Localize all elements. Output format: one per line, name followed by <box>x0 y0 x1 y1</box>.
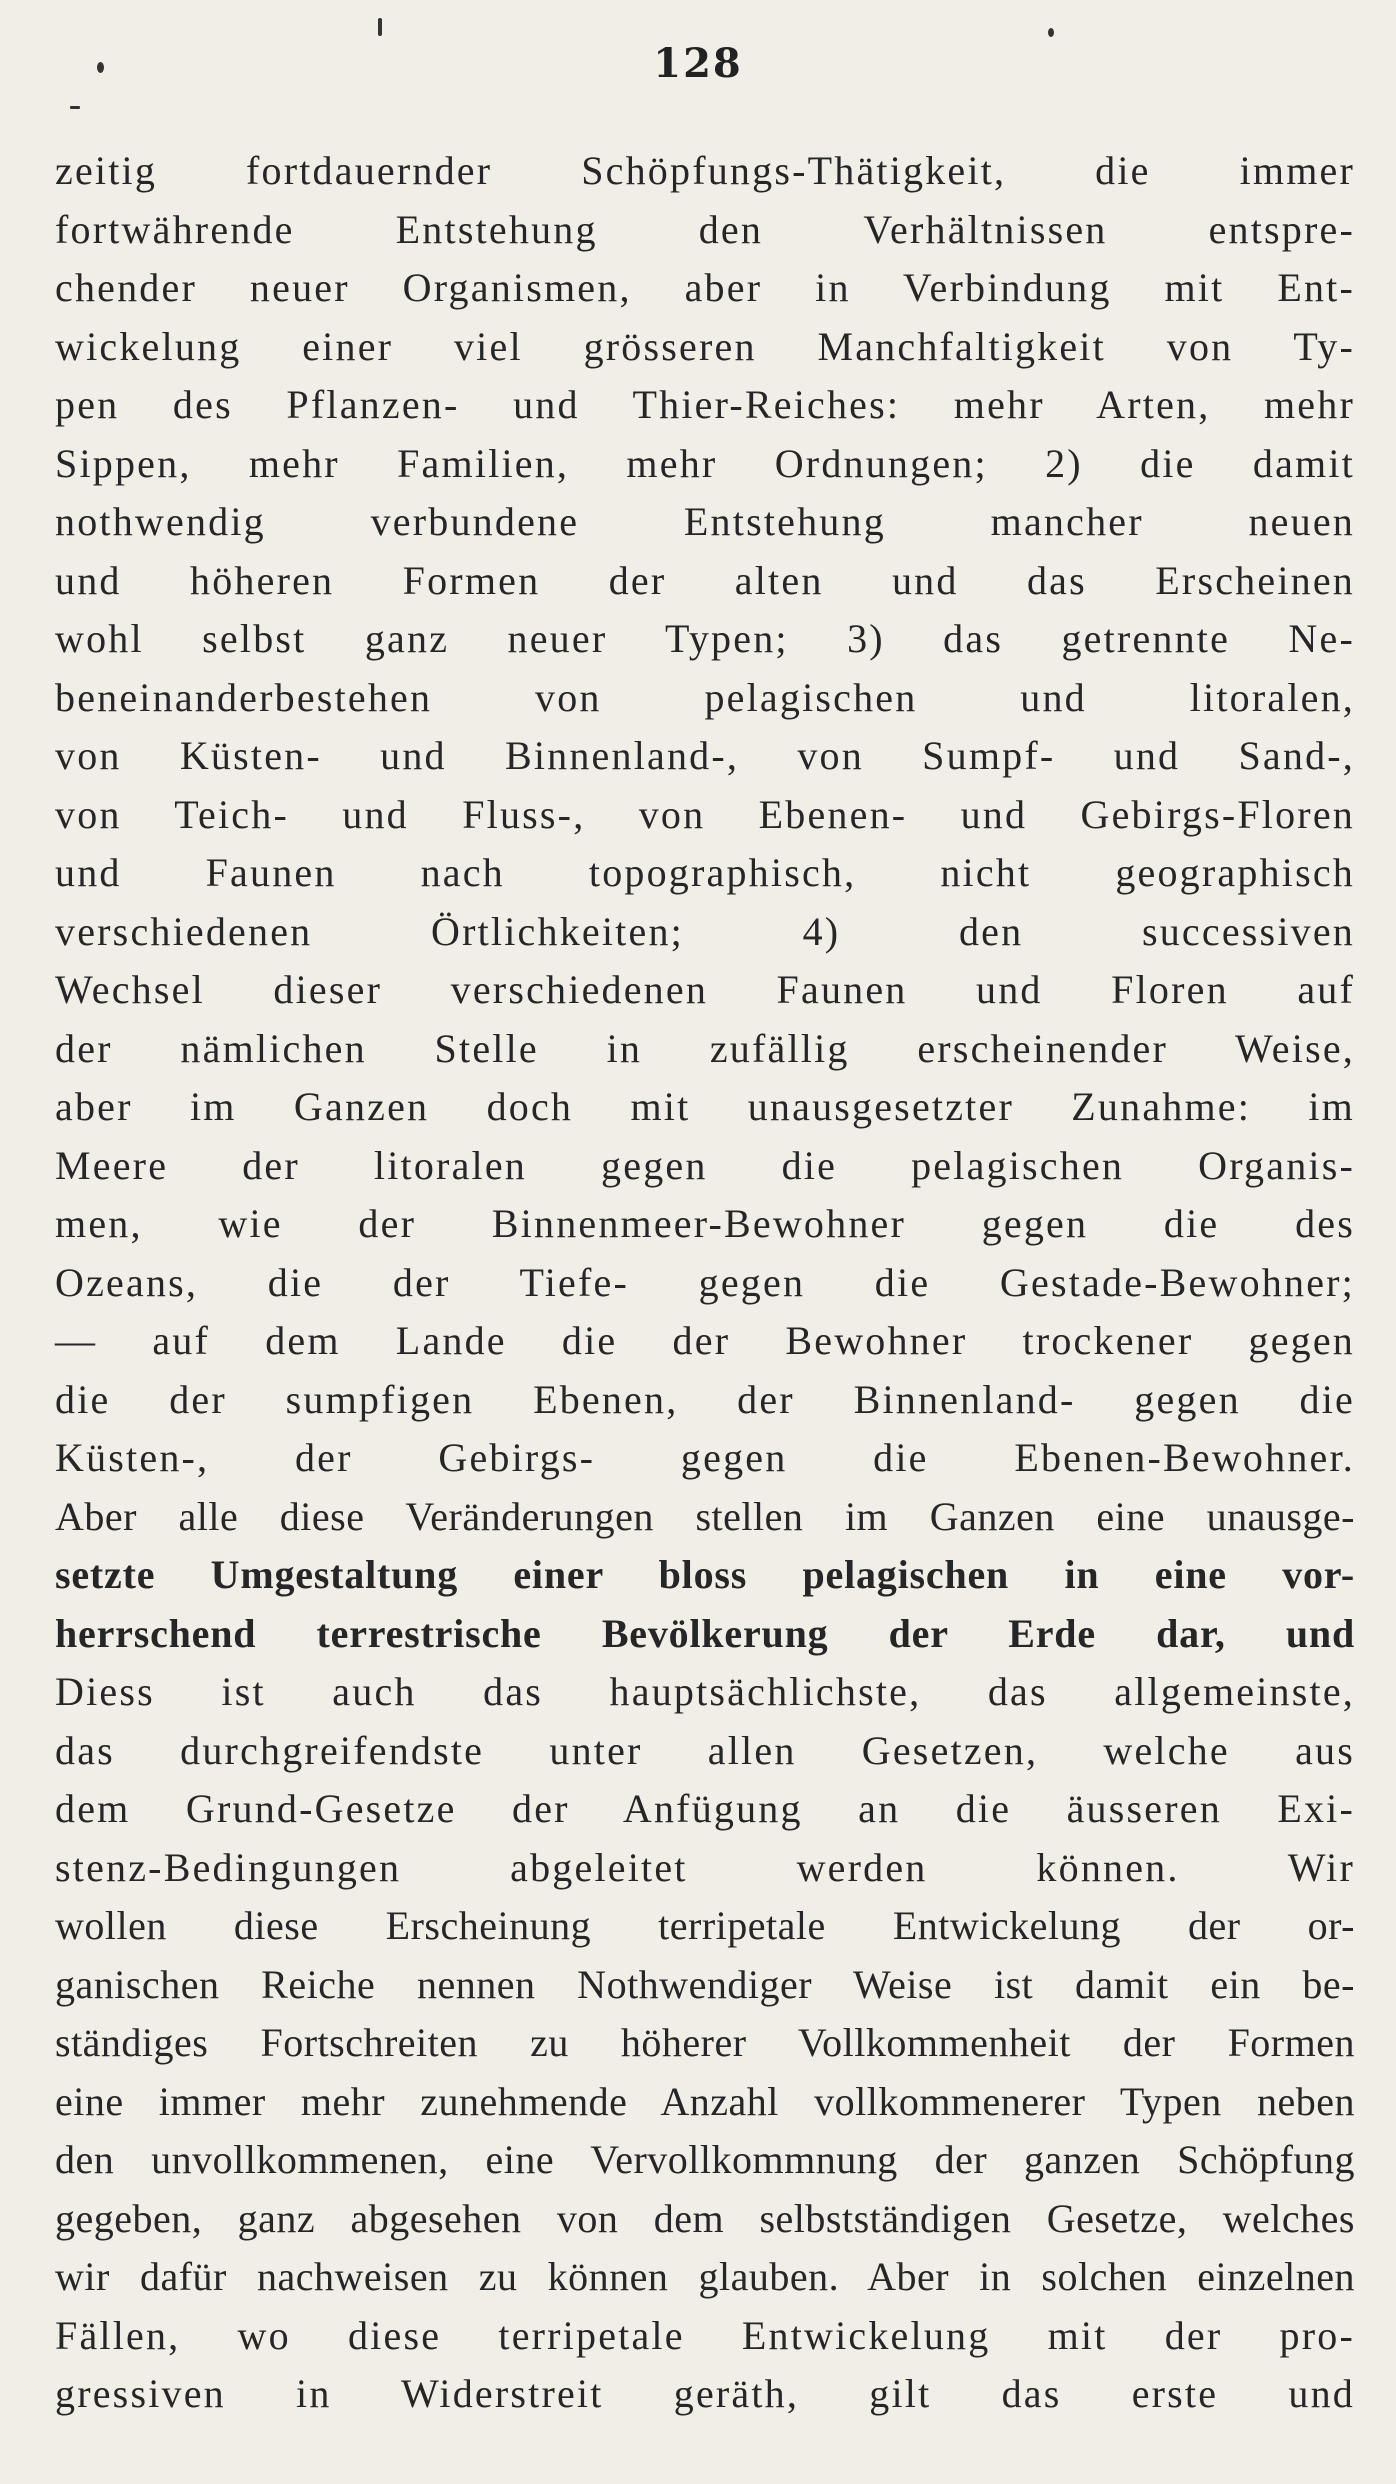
text-line: beneinanderbestehen von pelagischen und litoralen, <box>55 674 1355 720</box>
text-line: das durchgreifendste unter allen Gesetzen, welche aus <box>55 1727 1355 1773</box>
text-line: chender neuer Organismen, aber in Verbindung mit Ent- <box>55 265 1355 310</box>
text-line: Wechsel dieser verschiedenen Faunen und Floren auf <box>55 967 1355 1012</box>
text-line: zeitig fortdauernder Schöpfungs-Thätigkeit, die immer <box>55 148 1355 193</box>
text-line: Fällen, wo diese terripetale Entwickelung mit der pro- <box>55 2312 1355 2358</box>
text-line: — auf dem Lande die der Bewohner trockener gegen <box>55 1318 1355 1363</box>
text-line: Sippen, mehr Familien, mehr Ordnungen; 2) die damit <box>55 440 1355 486</box>
text-line: eine immer mehr zunehmende Anzahl vollkommenerer Typen neben <box>55 2078 1355 2124</box>
text-line: ständiges Fortschreiten zu höherer Vollkommenheit der Formen <box>55 2020 1355 2065</box>
text-line: setzte Umgestaltung einer bloss pelagischen in eine vor- <box>55 1552 1355 1597</box>
text-line: gressiven in Widerstreit geräth, gilt das erste und <box>55 2371 1355 2416</box>
text-line: fortwährende Entstehung den Verhältnissen entspre- <box>55 206 1355 252</box>
text-line: stenz-Bedingungen abgeleitet werden können. Wir <box>55 1844 1355 1890</box>
text-line: Küsten-, der Gebirgs- gegen die Ebenen-Bewohner. <box>55 1435 1355 1480</box>
text-line: von Küsten- und Binnenland-, von Sumpf- und Sand-, <box>55 733 1355 778</box>
text-line: den unvollkommenen, eine Vervollkommnung der ganzen Schöpfung <box>55 2137 1355 2182</box>
text-line: nothwendig verbundene Entstehung mancher neuen <box>55 499 1355 544</box>
text-line: gegeben, ganz abgesehen von dem selbstständigen Gesetze, welches <box>55 2195 1355 2241</box>
text-line: Diess ist auch das hauptsächlichste, das allgemeinste, <box>55 1669 1355 1714</box>
body-text <box>55 142 1355 2424</box>
text-line: men, wie der Binnenmeer-Bewohner gegen die des <box>55 1201 1355 1246</box>
text-line: der nämlichen Stelle in zufällig erscheinender Weise, <box>55 1025 1355 1071</box>
text-line: Ozeans, die der Tiefe- gegen die Gestade-Bewohner; <box>55 1259 1355 1305</box>
text-line: Meere der litoralen gegen die pelagischen Organis- <box>55 1142 1355 1188</box>
ink-speck <box>378 18 382 36</box>
text-line: und höheren Formen der alten und das Erscheinen <box>55 557 1355 603</box>
text-line: ganischen Reiche nennen Nothwendiger Weise ist damit ein be- <box>55 1961 1355 2007</box>
text-line: von Teich- und Fluss-, von Ebenen- und Gebirgs-Floren <box>55 791 1355 837</box>
text-line: aber im Ganzen doch mit unausgesetzter Zunahme: im <box>55 1084 1355 1129</box>
text-line: herrschend terrestrische Bevölkerung der Erde dar, und <box>55 1610 1355 1656</box>
text-line: wollen diese Erscheinung terripetale Entwickelung der or- <box>55 1903 1355 1948</box>
ink-speck <box>1048 28 1054 37</box>
text-line: wohl selbst ganz neuer Typen; 3) das getrennte Ne- <box>55 616 1355 661</box>
text-line: Aber alle diese Veränderungen stellen im Ganzen eine unausge- <box>55 1493 1355 1539</box>
text-line: wir dafür nachweisen zu können glauben. Aber in solchen einzelnen <box>55 2254 1355 2299</box>
text-line: pen des Pflanzen- und Thier-Reiches: mehr Arten, mehr <box>55 382 1355 427</box>
text-line: die der sumpfigen Ebenen, der Binnenland- gegen die <box>55 1376 1355 1422</box>
text-line: und Faunen nach topographisch, nicht geographisch <box>55 850 1355 895</box>
text-line: dem Grund-Gesetze der Anfügung an die äusseren Exi- <box>55 1786 1355 1831</box>
ink-speck <box>70 106 80 109</box>
page-number: 128 <box>653 40 743 87</box>
text-line: verschiedenen Örtlichkeiten; 4) den successiven <box>55 908 1355 954</box>
text-line: wickelung einer viel grösseren Manchfaltigkeit von Ty- <box>55 323 1355 369</box>
